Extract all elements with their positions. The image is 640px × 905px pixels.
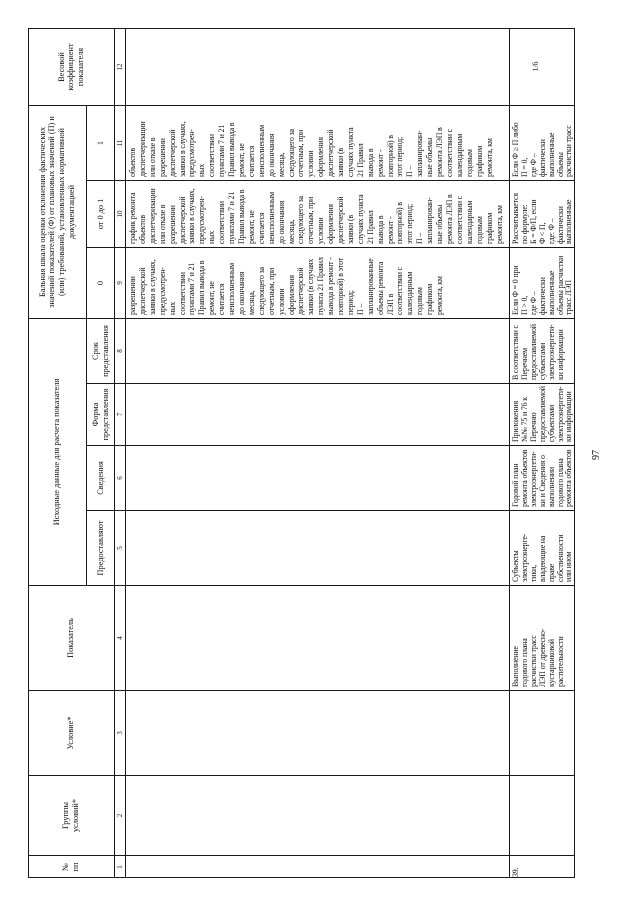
column-number: 3 <box>115 690 126 775</box>
column-number: 2 <box>115 775 126 855</box>
row-39-form: Приложения №№ 75 и 76 к Перечню предоставляемой субъектами электроэнергети- ки информации <box>510 383 575 445</box>
column-number: 7 <box>115 383 126 445</box>
row-39-score-1: Если Ф ≥ П либо П = 0, где Ф – фактически выполненные объемы расчистки трасс <box>510 105 575 180</box>
column-number: 11 <box>115 105 126 180</box>
continuation-score-0: разрешении диспетчерской заявки в случаях, предусмотрен- ных соответствии пунктами 7 и 21 Правил вывода в ремонт, не считается неисполненным до окончания месяца, следующего за отчетным, при условии оформления диспетчерской заявки (в случаях пункта 21 Правил вывода в ремонт - повторной) в этот период; П – запланированные объемы ремонта ЛЭП в соответствии с календарным годовым графиком ремонта, км <box>126 247 510 318</box>
header-score-1: 1 <box>87 105 115 180</box>
header-score-0: 0 <box>87 247 115 318</box>
header-providers: Предоставляют <box>87 510 115 585</box>
column-number: 9 <box>115 247 126 318</box>
column-number: 12 <box>115 28 126 105</box>
row-39-condition-group <box>510 775 575 855</box>
row-39-score-0: Если Ф = 0 при П > 0, где Ф – фактически выполненные объемы расчистки трасс ЛЭП <box>510 247 575 318</box>
table-cell <box>126 318 510 383</box>
header-score-mid: от 0 до 1 <box>87 180 115 247</box>
table-cell <box>126 383 510 445</box>
table-cell <box>126 510 510 585</box>
row-39-indicator: Выполнение годового плана расчистки трасс ЛЭП от древесно- кустарниковой растительности <box>510 585 575 690</box>
continuation-score-1: объектов диспетчеризации или отказе в разрешении диспетчерской заявки в случаях, предусмотрен- ных соответствии пунктами 7 и 21 Правил вывода в ремонт, не считается неисполненным до окончания месяца, следующего за отчетным, при условии оформления диспетчерской заявки (в случаях пункта 21 Правил вывода в ремонт - повторной) в этот период; П – запланирован- ные объемы ремонта ЛЭП в соответствии с календарным годовым графиком ремонта, км <box>126 105 510 180</box>
table-cell <box>126 445 510 510</box>
row-39-providers: Субъекты электроэнерге- тики, владеющие на праве собственности или ином <box>510 510 575 585</box>
header-condition-group: Группы условий* <box>28 775 115 855</box>
header-source-data: Исходные данные для расчета показателя <box>28 318 87 585</box>
column-number: 6 <box>115 445 126 510</box>
continuation-score-mid: график ремонта объектов диспетчеризации или отказе в разрешении диспетчерской заявки в случаях, предусмотрен- ных соответствии пунктами 7 и 21 Правил вывода в ремонт, не считается неисполненным до окончания месяца, следующего за отчетным, при условии оформления диспетчерской заявки (в случаях пункта 21 Правил вывода в ремонт - повторной) в этот период; П – запланирован- ные объемы ремонта ЛЭП в соответствии с календарным годовым графиком ремонта, км <box>126 180 510 247</box>
header-indicator: Показатель <box>28 585 115 690</box>
header-condition: Условие* <box>28 690 115 775</box>
row-39-info: Годовой план ремонта объектов электроэнергети- ки и Сведения о выполнении годового плана ремонта объектов <box>510 445 575 510</box>
header-weight: Весовой коэффициент показателя <box>28 28 115 105</box>
table-cell <box>126 855 510 878</box>
header-info: Сведения <box>87 445 115 510</box>
header-number: № пп <box>28 855 115 878</box>
column-number: 10 <box>115 180 126 247</box>
table-cell <box>126 690 510 775</box>
row-39-score-mid: Рассчитывается по формуле: Б = Ф/П, если Ф < П, где: Ф – фактически выполненные <box>510 180 575 247</box>
table-cell <box>126 28 510 105</box>
row-39-weight: 1/6 <box>510 28 575 105</box>
table-cell <box>126 585 510 690</box>
table-cell <box>126 775 510 855</box>
header-deadline: Срок представления <box>87 318 115 383</box>
header-form: Форма представления <box>87 383 115 445</box>
page-number: 97 <box>591 450 602 460</box>
header-score-scale: Бальная шкала оценки отклонения фактических значений показателей (Ф) от плановых значений (П) и (или) требований, установленных нормативной документацией <box>28 105 87 318</box>
row-39-deadline: В соответствии с Перечнем предоставляемой субъектами электроэнергети- ки информации <box>510 318 575 383</box>
column-number: 4 <box>115 585 126 690</box>
row-39-number: 39. <box>510 855 575 878</box>
column-number: 8 <box>115 318 126 383</box>
row-39-condition <box>510 690 575 775</box>
column-number: 5 <box>115 510 126 585</box>
column-number: 1 <box>115 855 126 878</box>
